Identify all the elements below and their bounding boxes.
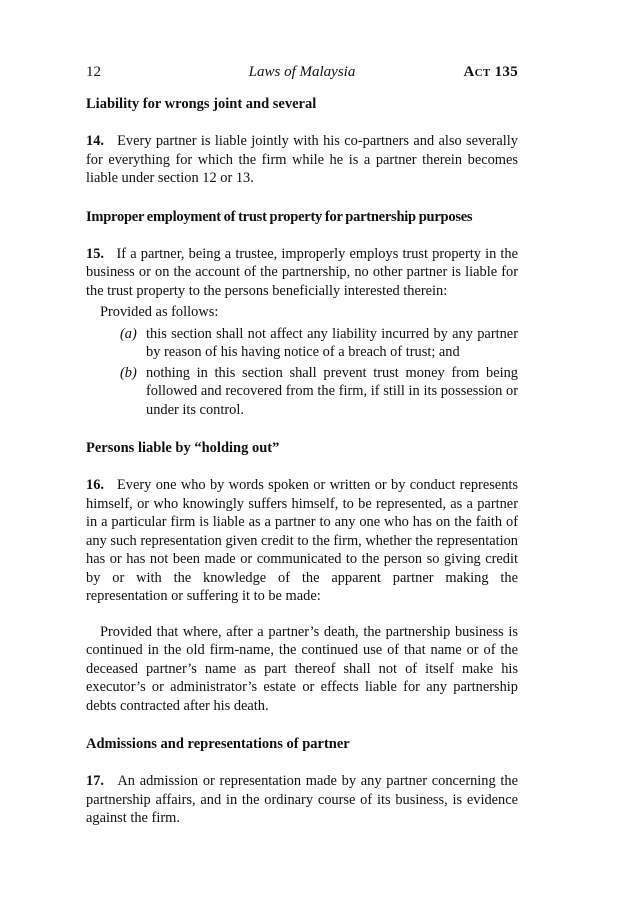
section-15-item-a [86, 325, 518, 362]
item-b-text: nothing in this section shall prevent trust money from being followed and recovered from the firm, if still in its possession or under its control. [146, 364, 518, 418]
section-16-body [86, 476, 518, 606]
section-16-text: Every one who by words spoken or written or by conduct represents himself, or who knowingly suffers himself, to be represented, as a partner in a particular firm is liable as a partner to any one who has on the faith of any such representation given credit to the firm, whether the representation has or has not been made or communicated to the person so giving credit by or with the knowledge of the apparent partner making the representation or suffering it to be made: [86, 477, 518, 604]
section-15-heading: Improper employment of trust property for partnership purposes [86, 208, 473, 225]
section-17-number: 17. [86, 773, 104, 789]
section-14-number: 14. [86, 133, 104, 149]
section-15-text: If a partner, being a trustee, improperly employs trust property in the business or on the account of the partnership, no other partner is liable for the trust property to the persons beneficially interested therein: [86, 245, 519, 299]
section-16-proviso: Provided that where, after a partner’s death, the partnership business is continued in the old firm-name, the continued use of that name or of the deceased partner’s name as part thereof shall not of itself make his executor’s or administrator’s estate or effects liable for any partnership debts contracted after his death. [86, 623, 518, 714]
section-14-text: Every partner is liable jointly with his co-partners and also severally for everything for which the firm while he is a partner therein becomes liable under section 12 or 13. [86, 133, 518, 186]
section-17-heading: Admissions and representations of partner [86, 736, 350, 752]
section-16-heading: Persons liable by “holding out” [86, 440, 280, 456]
page-header [86, 62, 518, 82]
section-17-body [86, 772, 518, 828]
act-number: Act 135 [463, 64, 518, 80]
page-number: 12 [86, 64, 101, 80]
document-page [86, 62, 518, 828]
item-b-label: (b) [120, 364, 137, 381]
section-15-number: 15. [86, 245, 104, 262]
section-14-body [86, 132, 518, 188]
section-17-text: An admission or representation made by any partner concerning the partnership affairs, and in the ordinary course of its business, is evidence against the firm. [86, 773, 519, 826]
section-15-body [86, 245, 518, 301]
running-title: Laws of Malaysia [248, 64, 356, 80]
section-15-proviso: Provided as follows: [100, 304, 219, 320]
item-a-text: this section shall not affect any liability incurred by any partner by reason of his having notice of a breach of trust; and [146, 325, 518, 360]
section-14-heading: Liability for wrongs joint and several [86, 96, 317, 112]
item-a-label: (a) [120, 325, 137, 342]
section-15-item-b [86, 364, 518, 420]
section-16-number: 16. [86, 477, 104, 493]
